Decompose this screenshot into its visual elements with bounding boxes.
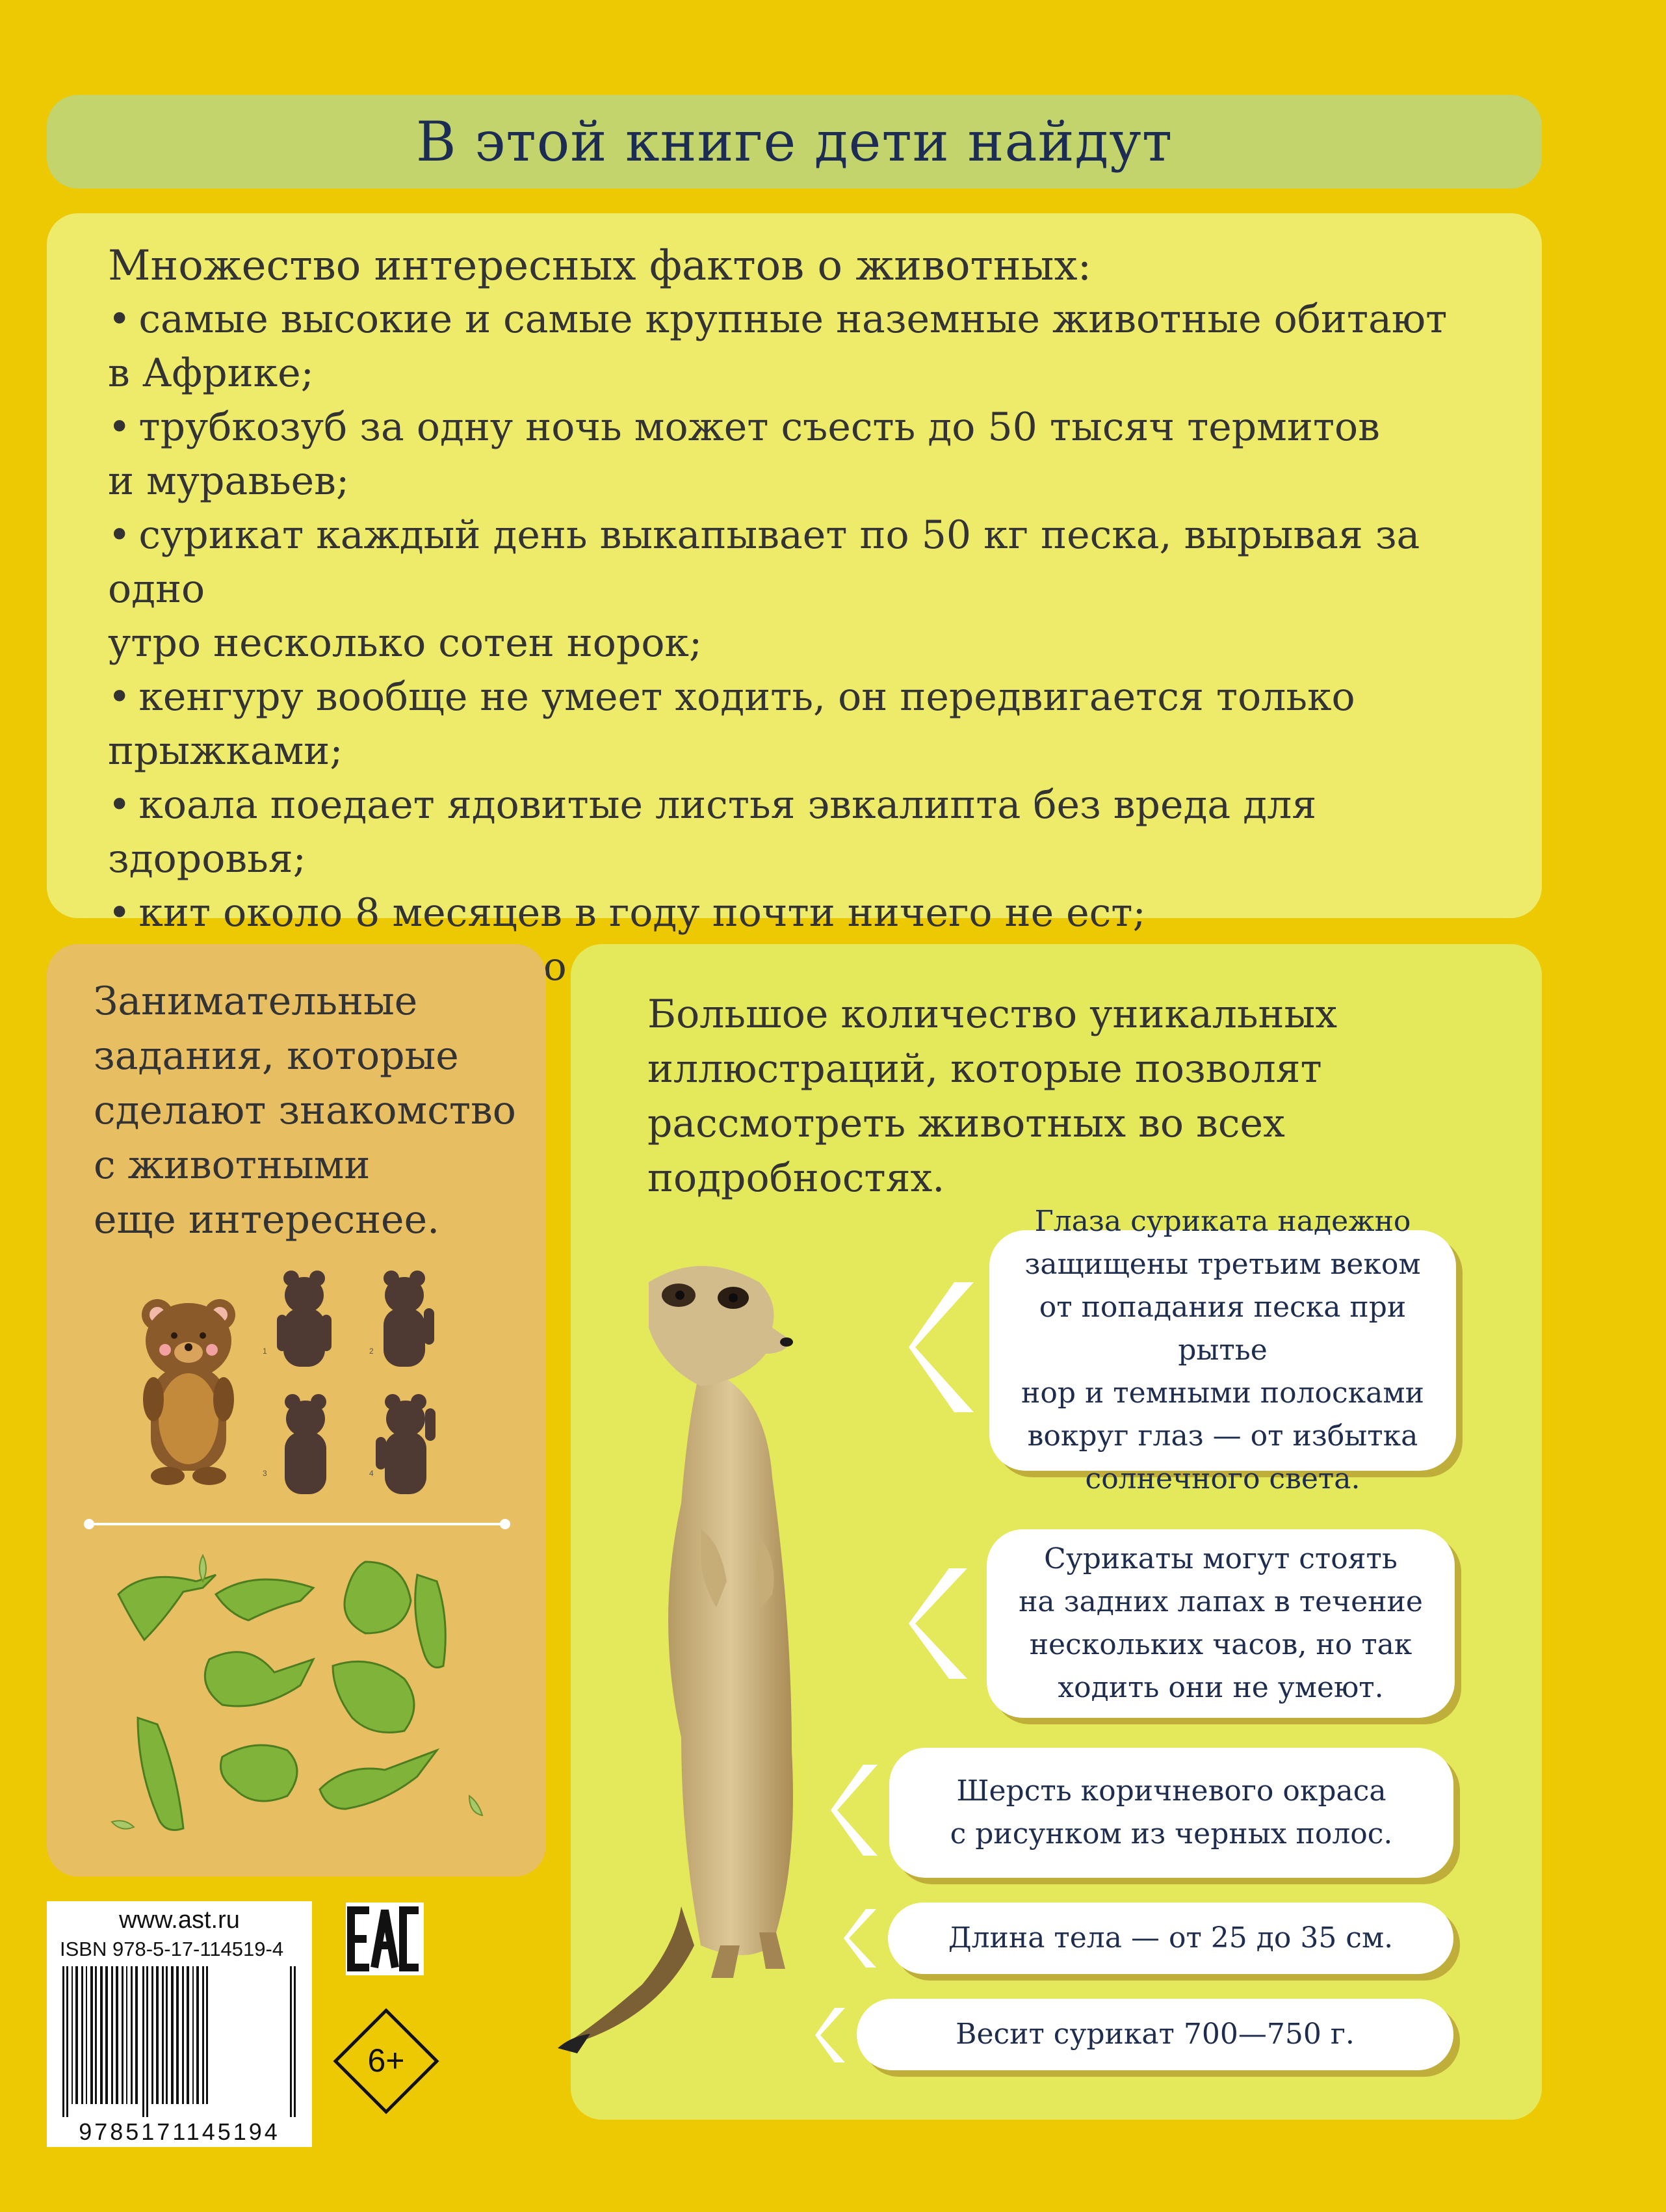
barcode-bar bbox=[111, 1966, 113, 2104]
barcode-bar bbox=[81, 1966, 83, 2104]
barcode bbox=[59, 1966, 300, 2117]
illustrations-line: Большое количество уникальных bbox=[647, 992, 1338, 1037]
bear-icon bbox=[142, 1299, 235, 1485]
barcode-bar bbox=[66, 1966, 68, 2117]
puzzle-number: 4 bbox=[369, 1469, 374, 1478]
crocodile-icon bbox=[138, 1718, 183, 1830]
crocodile-icon bbox=[221, 1745, 298, 1801]
puzzle-number: 3 bbox=[263, 1469, 267, 1478]
barcode-bar bbox=[176, 1966, 179, 2104]
tasks-panel bbox=[47, 944, 546, 1876]
callout-fur bbox=[889, 1748, 1453, 1878]
bear-puzzle-illustration bbox=[125, 1269, 489, 1503]
barcode-bar bbox=[182, 1966, 184, 2104]
fact-text: сурикат каждый день выкапывает по 50 кг песка, вырывая за одно bbox=[108, 512, 1420, 612]
fact-line bbox=[108, 886, 1481, 940]
fact-text: коала поедает ядовитые листья эвкалипта без вреда для здоровья; bbox=[108, 782, 1317, 882]
callout-line: вокруг глаз — от избытка bbox=[1027, 1419, 1418, 1453]
barcode-bar bbox=[86, 1966, 87, 2104]
barcode-bar bbox=[75, 1966, 78, 2104]
puzzle-number: 1 bbox=[263, 1347, 267, 1356]
callout-eyes bbox=[989, 1205, 1456, 1495]
bear-silhouette-icon bbox=[376, 1394, 436, 1494]
barcode-bar bbox=[95, 1966, 97, 2104]
bullet: • bbox=[108, 782, 131, 828]
callout-line: с рисунком из черных полос. bbox=[950, 1817, 1393, 1850]
callout-line: Весит сурикат 700—750 г. bbox=[956, 2018, 1355, 2051]
chevron-left-icon bbox=[831, 1765, 883, 1856]
crocodile-icon bbox=[415, 1575, 446, 1668]
fact-text: утро несколько сотен норок; bbox=[108, 620, 703, 666]
fact-line bbox=[108, 724, 1481, 778]
barcode-bar bbox=[142, 1966, 144, 2117]
crocodile-puzzle-illustration bbox=[105, 1549, 495, 1854]
callout-line: нескольких часов, но так bbox=[1029, 1628, 1412, 1661]
chevron-left-icon bbox=[844, 1909, 880, 1968]
age-rating-diamond bbox=[333, 2008, 439, 2114]
bullet: • bbox=[108, 404, 131, 450]
tasks-line: задания, которые bbox=[94, 1033, 459, 1079]
divider bbox=[89, 1523, 505, 1525]
callout-line: солнечного света. bbox=[1085, 1462, 1360, 1495]
bullet: • bbox=[108, 674, 131, 720]
fact-text: в Африке; bbox=[108, 350, 314, 396]
meerkat-illustration bbox=[486, 1256, 889, 2075]
fact-line bbox=[108, 401, 1481, 454]
bullet: • bbox=[108, 890, 131, 936]
barcode-digits: 9785171145194 bbox=[79, 2118, 280, 2145]
website-url: www.ast.ru bbox=[119, 1906, 240, 1934]
bear-silhouette-icon bbox=[277, 1271, 332, 1367]
crocodile-icon bbox=[333, 1661, 414, 1732]
fact-line bbox=[108, 454, 1481, 508]
barcode-bar bbox=[196, 1966, 199, 2104]
facts-list bbox=[108, 293, 1481, 994]
barcode-bar bbox=[135, 1966, 138, 2104]
barcode-bar bbox=[62, 1966, 64, 2117]
barcode-bar bbox=[72, 1966, 73, 2104]
barcode-bar bbox=[90, 1966, 93, 2104]
barcode-bar bbox=[294, 1966, 296, 2117]
puzzle-number: 2 bbox=[369, 1347, 374, 1356]
callout-line: нор и темными полосками bbox=[1021, 1376, 1424, 1410]
tasks-text bbox=[94, 974, 536, 1247]
title-bar bbox=[47, 95, 1542, 189]
callout-length bbox=[888, 1903, 1453, 1974]
barcode-bar bbox=[126, 1966, 127, 2104]
crocodile-icon bbox=[216, 1579, 313, 1620]
crocodile-icon bbox=[118, 1575, 216, 1640]
age-rating-text: 6+ bbox=[367, 2042, 405, 2079]
callout-line: Сурикаты могут стоять bbox=[1044, 1542, 1398, 1575]
fact-text: трубкозуб за одну ночь может съесть до 50 тысяч термитов bbox=[138, 404, 1380, 450]
barcode-bar bbox=[290, 1966, 292, 2117]
barcode-bar bbox=[166, 1966, 168, 2104]
crocodile-icon bbox=[205, 1652, 313, 1706]
barcode-bar bbox=[146, 1966, 148, 2117]
callout-line: Длина тела — от 25 до 35 см. bbox=[948, 1921, 1394, 1955]
tasks-line: еще интереснее. bbox=[94, 1197, 440, 1243]
barcode-bar bbox=[162, 1966, 164, 2104]
barcode-bar bbox=[116, 1966, 118, 2104]
callout-weight bbox=[857, 1999, 1453, 2070]
isbn-text: ISBN 978-5-17-114519-4 bbox=[60, 1938, 284, 1960]
chevron-left-icon bbox=[909, 1282, 980, 1412]
page-title: В этой книге дети найдут bbox=[415, 110, 1173, 174]
barcode-bar bbox=[187, 1966, 189, 2104]
callout-line: ходить они не умеют. bbox=[1058, 1671, 1384, 1704]
fact-text: самые высокие и самые крупные наземные животные обитают bbox=[138, 296, 1448, 342]
fact-text: кит около 8 месяцев в году почти ничего не ест; bbox=[138, 890, 1146, 936]
bear-silhouette-icon bbox=[384, 1271, 434, 1367]
fact-text: и муравьев; bbox=[108, 458, 350, 504]
barcode-bar bbox=[131, 1966, 133, 2104]
crocodile-icon bbox=[320, 1750, 437, 1809]
fact-text: прыжками; bbox=[108, 728, 343, 774]
fact-line bbox=[108, 616, 1481, 670]
tasks-line: Занимательные bbox=[94, 979, 418, 1024]
barcode-bar bbox=[100, 1966, 103, 2104]
barcode-bar bbox=[171, 1966, 174, 2104]
callout-standing bbox=[987, 1529, 1455, 1718]
fact-line bbox=[108, 778, 1481, 886]
fact-line bbox=[108, 347, 1481, 401]
facts-panel bbox=[47, 213, 1542, 936]
barcode-bar bbox=[105, 1966, 108, 2104]
fact-line bbox=[108, 670, 1481, 724]
bullet: • bbox=[108, 512, 131, 558]
facts-heading: Множество интересных фактов о животных: bbox=[108, 242, 1092, 290]
barcode-bar bbox=[192, 1966, 194, 2104]
tasks-line: сделают знакомство bbox=[94, 1088, 516, 1133]
barcode-bar bbox=[206, 1966, 208, 2104]
barcode-box bbox=[47, 1901, 312, 2147]
illustrations-text bbox=[647, 987, 1362, 1205]
eac-logo bbox=[346, 1903, 424, 1975]
callout-line: от попадания песка при рытье bbox=[1039, 1291, 1407, 1367]
barcode-bar bbox=[202, 1966, 204, 2104]
fact-text: кенгуру вообще не умеет ходить, он передвигается только bbox=[138, 674, 1355, 720]
illustrations-line: рассмотреть животных во всех bbox=[647, 1101, 1285, 1146]
illustrations-panel bbox=[571, 944, 1542, 2120]
callout-line: Глаза суриката надежно bbox=[1034, 1205, 1411, 1238]
fact-line bbox=[108, 508, 1481, 616]
chevron-left-icon bbox=[815, 2008, 848, 2062]
bullet: • bbox=[108, 296, 131, 342]
callout-line: на задних лапах в течение bbox=[1019, 1585, 1423, 1618]
crocodile-icon bbox=[345, 1562, 411, 1633]
callout-line: Шерсть коричневого окраса bbox=[956, 1774, 1386, 1808]
chevron-left-icon bbox=[909, 1568, 974, 1679]
barcode-bar bbox=[151, 1966, 153, 2104]
illustrations-line: иллюстраций, которые позволят bbox=[647, 1046, 1322, 1092]
bear-silhouette-icon bbox=[285, 1394, 326, 1494]
illustrations-line: подробностях. bbox=[647, 1155, 945, 1201]
barcode-bar bbox=[156, 1966, 159, 2104]
callout-line: защищены третьим веком bbox=[1024, 1248, 1421, 1281]
tasks-line: с животными bbox=[94, 1142, 371, 1188]
barcode-bar bbox=[122, 1966, 124, 2104]
fact-line bbox=[108, 293, 1481, 347]
